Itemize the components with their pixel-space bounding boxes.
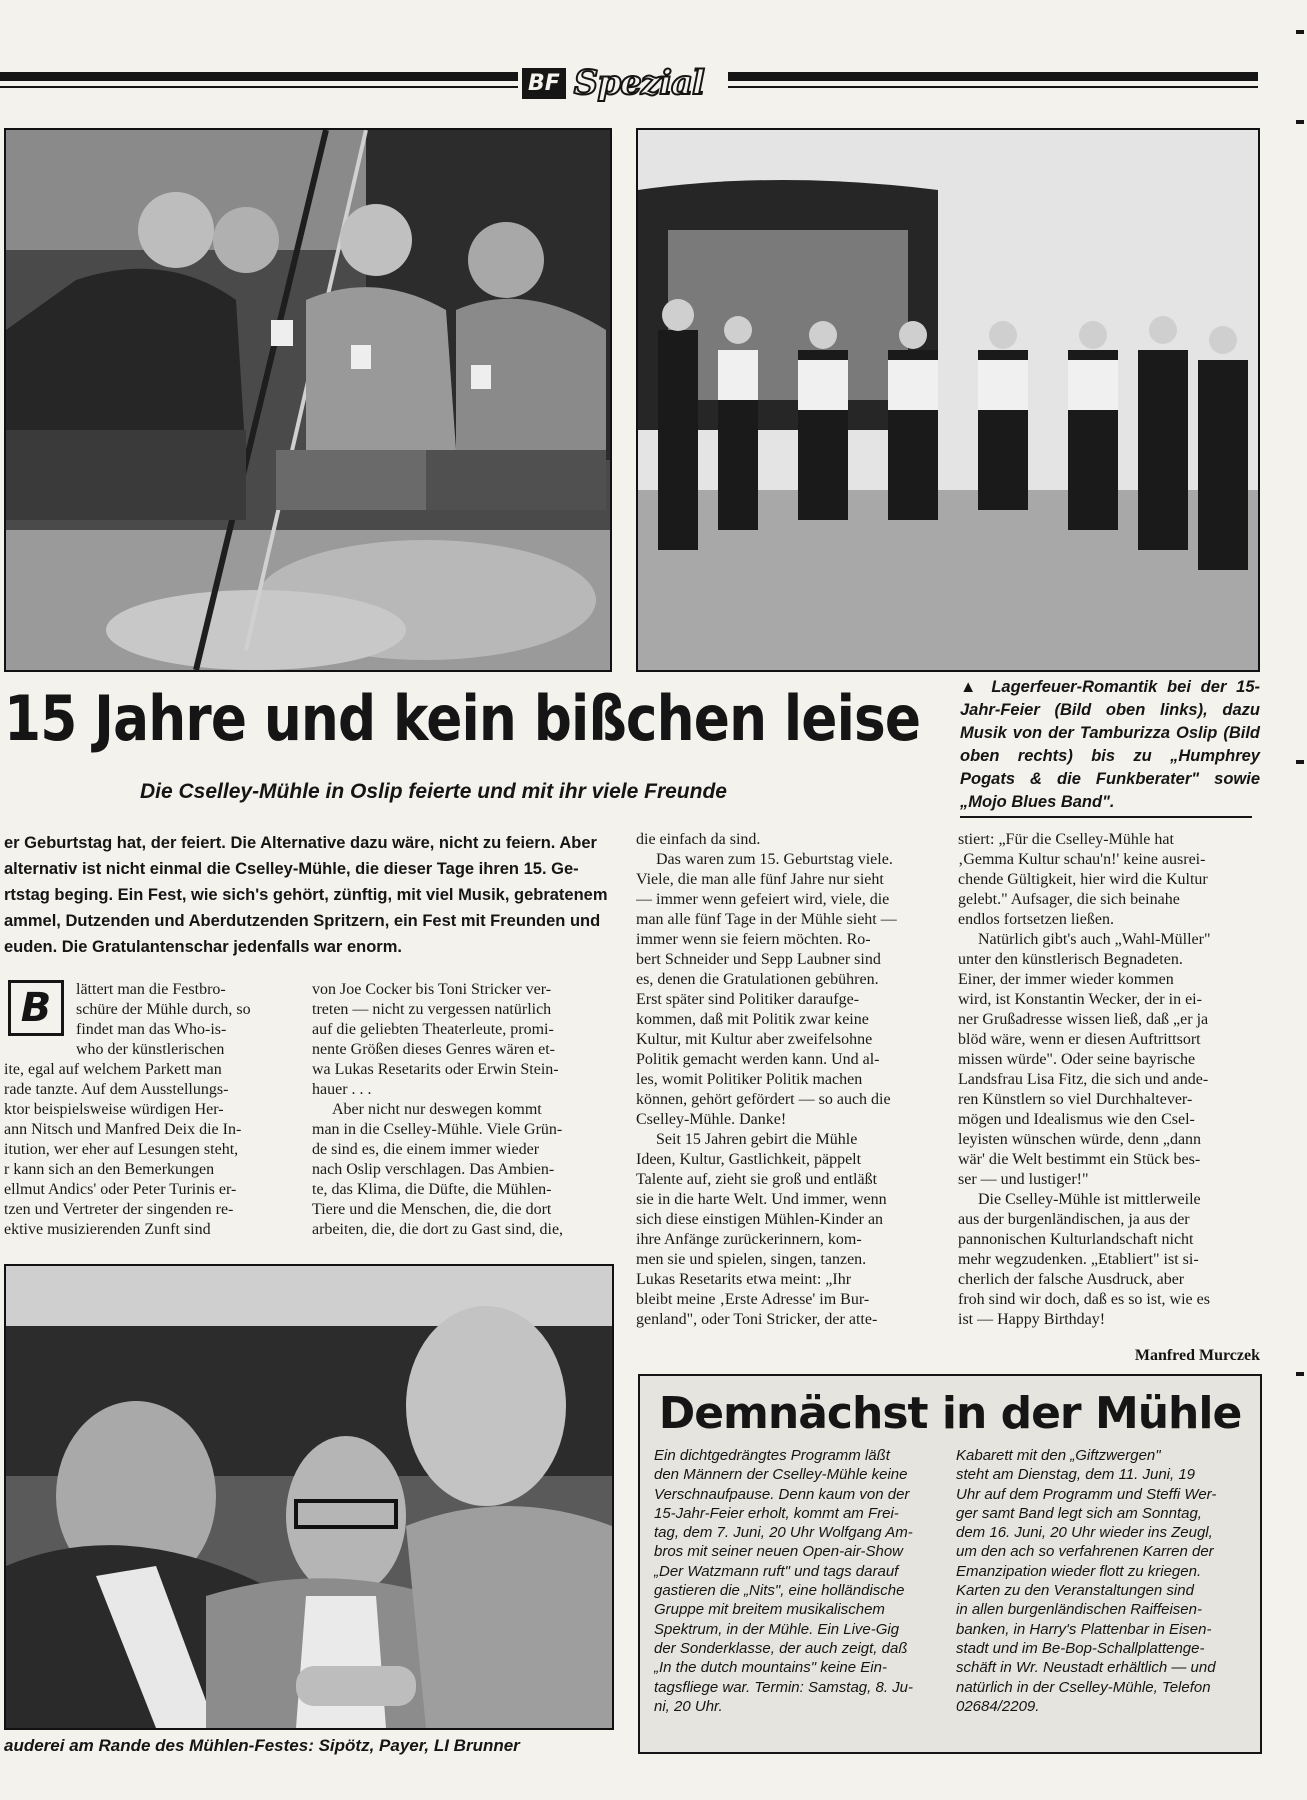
headline: 15 Jahre und kein bißchen leise — [4, 682, 921, 755]
box-line: Uhr auf dem Programm und Steffi Wer- — [956, 1485, 1217, 1503]
col2-line: wa Lukas Resetarits oder Erwin Stein- — [312, 1061, 559, 1078]
col4-line: wär' die Welt bestimmt ein Stück bes- — [958, 1151, 1201, 1168]
article-column-3 — [636, 830, 936, 1330]
box-line: tag, dem 7. Juni, 20 Uhr Wolfgang Am- — [654, 1524, 913, 1542]
edge-mark — [1296, 120, 1304, 124]
photo-caption-top: ▲ Lagerfeuer-Romantik bei der 15-Jahr-Feier (Bild oben links), dazu Musik von der Tamburizza Oslip (Bild oben rechts) bis zu „Humphrey Pogats & die Funkberater" sowie „Mojo Blues Band". — [960, 678, 1260, 811]
box-line: tagsfliege war. Termin: Samstag, 8. Ju- — [654, 1678, 913, 1696]
col4-line: leyisten wünschen würde, denn „dann — [958, 1131, 1202, 1148]
col4-line: cherlich der falsche Ausdruck, aber — [958, 1271, 1185, 1288]
col4-line: Einer, der immer wieder kommen — [958, 971, 1174, 988]
box-line: Ein dichtgedrängtes Programm läßt — [654, 1447, 890, 1464]
col1-line: ann Nitsch und Manfred Deix die In- — [4, 1121, 242, 1138]
col4-line: chende Gültigkeit, hier wird die Kultur — [958, 871, 1208, 888]
col3-line: kommen, daß mit Politik zwar keine — [636, 1011, 869, 1028]
box-line: 02684/2209. — [956, 1697, 1040, 1715]
col3-line: Cselley-Mühle. Danke! — [636, 1111, 787, 1128]
box-column-right — [956, 1446, 1244, 1716]
box-line: 15-Jahr-Feier erholt, kommt am Frei- — [654, 1504, 899, 1522]
col2-line: hauer . . . — [312, 1081, 372, 1098]
col1-line: ektive musizierenden Zunft sind — [4, 1221, 211, 1238]
col3-line: sich diese einstigen Mühlen-Kinder an — [636, 1211, 884, 1228]
col1-line: itution, wer eher auf Lesungen steht, — [4, 1141, 239, 1158]
col4-line: missen würde". Oder seine bayrische — [958, 1051, 1196, 1068]
col3-line: die einfach da sind. — [636, 831, 761, 848]
col2-line: de sind es, die einem immer wieder — [312, 1141, 540, 1158]
col3-line: Das waren zum 15. Geburtstag viele. — [656, 851, 893, 868]
lead-line: er Geburtstag hat, der feiert. Die Alternative dazu wäre, nicht zu feiern. Aber — [4, 834, 597, 852]
header-rule-left — [0, 72, 518, 81]
col3-line: sie in die harte Welt. Und immer, wenn — [636, 1191, 887, 1208]
author-byline: Manfred Murczek — [1134, 1347, 1260, 1364]
box-title: Demnächst in der Mühle — [658, 1388, 1242, 1439]
bf-logo: BF — [522, 68, 566, 99]
box-line: natürlich in der Cselley-Mühle, Telefon — [956, 1678, 1211, 1696]
campfire-photo — [4, 128, 612, 672]
col4-line: stiert: „Für die Cselley-Mühle hat — [958, 831, 1174, 848]
box-line: „In the dutch mountains" keine Ein- — [654, 1659, 887, 1677]
col4-line: ‚Gemma Kultur schau'n!' keine ausrei- — [958, 851, 1206, 868]
box-line: schäft in Wr. Neustadt erhältlich — und — [956, 1659, 1216, 1677]
box-line: in allen burgenländischen Raiffeisen- — [956, 1601, 1202, 1619]
box-line: Verschnaufpause. Denn kaum von der — [654, 1485, 910, 1503]
col2-line: nente Größen dieses Genres wären et- — [312, 1041, 556, 1058]
col4-line: pannonischen Kulturlandschaft nicht — [958, 1231, 1194, 1248]
lead-line: ammel, Dutzenden und Aberdutzenden Spritzern, ein Fest mit Freunden und — [4, 912, 601, 930]
col1-line: lättert man die Festbro- — [76, 981, 226, 998]
conversation-photo — [4, 1264, 614, 1730]
caption-underline — [960, 816, 1252, 818]
lead-line: rtstag beging. Ein Fest, wie sich's gehört, zünftig, mit viel Musik, gebratenem — [4, 886, 608, 904]
col3-line: Politik gemacht werden kann. Und al- — [636, 1051, 880, 1068]
col3-line: Viele, die man alle fünf Jahre nur sieht — [636, 871, 884, 888]
section-logo — [522, 62, 722, 104]
box-line: Kabarett mit den „Giftzwergen" — [956, 1447, 1161, 1464]
edge-mark — [1296, 760, 1304, 764]
article-column-2 — [312, 980, 612, 1240]
col1-line: ktor beispielsweise würdigen Her- — [4, 1101, 224, 1118]
box-line: der Sonderklasse, der auch zeigt, daß — [654, 1639, 908, 1657]
col2-line: te, das Klima, die Düfte, die Mühlen- — [312, 1181, 552, 1198]
col3-line: Kultur, mit Kultur aber zweifelsohne — [636, 1031, 873, 1048]
box-line: dem 16. Juni, 20 Uhr wieder ins Zeugl, — [956, 1524, 1213, 1542]
box-line: stadt und im Be-Bop-Schallplattenge- — [956, 1639, 1205, 1657]
tamburizza-photo — [636, 128, 1260, 672]
col1-line: schüre der Mühle durch, so — [76, 1001, 251, 1018]
box-line: Emanzipation wieder flott zu kriegen. — [956, 1562, 1202, 1580]
col1-line: ite, egal auf welchem Parkett man — [4, 1061, 222, 1078]
col1-line: ellmut Andics' oder Peter Turinis er- — [4, 1181, 237, 1198]
box-line: bros mit seiner neuen Open-air-Show — [654, 1543, 904, 1561]
upcoming-events-box — [638, 1374, 1262, 1754]
box-line: steht am Dienstag, dem 11. Juni, 19 — [956, 1466, 1196, 1484]
col4-line: mehr wegzudenken. „Etabliert" ist si- — [958, 1251, 1199, 1268]
col1-line: who der künstlerischen — [76, 1041, 225, 1058]
col3-line: man alle fünf Tage in der Mühle sieht — — [636, 911, 897, 928]
box-line: ni, 20 Uhr. — [654, 1697, 723, 1715]
box-line: „Der Watzmann ruft" und tags darauf — [654, 1562, 899, 1580]
lead-paragraph — [4, 830, 616, 960]
box-line: Spektrum, in der Mühle. Ein Live-Gig — [654, 1620, 900, 1638]
col3-line: Talente auf, zieht sie groß und entläßt — [636, 1171, 878, 1188]
col1-line: tzen und Vertreter der singenden re- — [4, 1201, 234, 1218]
col4-line: ser — und lustiger!" — [958, 1171, 1089, 1188]
box-line: banken, in Harry's Plattenbar in Eisen- — [956, 1620, 1212, 1638]
col4-line: ner Grußadresse wissen ließ, daß „er ja — [958, 1011, 1209, 1028]
col3-line: Lukas Resetarits etwa meint: „Ihr — [636, 1271, 852, 1288]
col2-line: man in die Cselley-Mühle. Viele Grün- — [312, 1121, 563, 1138]
photo-caption-bottom: auderei am Rande des Mühlen-Festes: Sipötz, Payer, LI Brunner — [4, 1736, 520, 1755]
col3-line: Erst später sind Politiker daraufge- — [636, 991, 860, 1008]
header-rule-right — [728, 72, 1258, 81]
col1-line: rade tanzte. Auf dem Ausstellungs- — [4, 1081, 229, 1098]
col3-line: Ideen, Kultur, Gastlichkeit, päppelt — [636, 1151, 862, 1168]
col3-line: ihre Anfänge zurückerinnern, kom- — [636, 1231, 862, 1248]
section-title: Spezial — [573, 63, 704, 103]
col3-line: Seit 15 Jahren gebirt die Mühle — [656, 1131, 858, 1148]
box-line: ger samt Band legt sich am Sonntag, — [956, 1504, 1202, 1522]
col4-line: mögen und Idealismus wie den Csel- — [958, 1111, 1195, 1128]
subheadline: Die Cselley-Mühle in Oslip feierte und mit ihr viele Freunde — [140, 780, 727, 803]
col4-line: ist — Happy Birthday! — [958, 1311, 1106, 1328]
col1-line: r kann sich an den Bemerkungen — [4, 1161, 215, 1178]
article-column-4 — [958, 830, 1258, 1330]
col3-line: können, gehört gefördert — so auch die — [636, 1091, 891, 1108]
col4-line: Die Cselley-Mühle ist mittlerweile — [978, 1191, 1201, 1208]
col3-line: bert Schneider und Sepp Laubner sind — [636, 951, 881, 968]
col4-line: gelebt." Aufsager, die sich beinahe — [958, 891, 1180, 908]
col2-line: treten — nicht zu vergessen natürlich — [312, 1001, 552, 1018]
col3-line: immer wenn sie feiern möchten. Ro- — [636, 931, 871, 948]
col4-line: unter den künstlerisch Begnadeten. — [958, 951, 1183, 968]
article-column-1 — [4, 980, 290, 1240]
col4-line: aus der burgenländischen, ja aus der — [958, 1211, 1190, 1228]
box-line: den Männern der Cselley-Mühle keine — [654, 1466, 908, 1484]
col3-line: es, denen die Gratulationen gebühren. — [636, 971, 879, 988]
col4-line: Natürlich gibt's auch „Wahl-Müller" — [978, 931, 1211, 948]
col3-line: genland", oder Toni Stricker, der atte- — [636, 1311, 878, 1328]
col2-line: Tiere und die Menschen, die, die dort — [312, 1201, 552, 1218]
box-column-left — [654, 1446, 942, 1716]
col2-line: auf die geliebten Theaterleute, promi- — [312, 1021, 554, 1038]
col1-line: findet man das Who-is- — [76, 1021, 227, 1038]
edge-mark — [1296, 1372, 1304, 1376]
col2-line: nach Oslip verschlagen. Das Ambien- — [312, 1161, 555, 1178]
col3-line: les, womit Politiker Politik machen — [636, 1071, 863, 1088]
header-rule-left-thin — [0, 86, 518, 88]
col4-line: wird, ist Konstantin Wecker, der in ei- — [958, 991, 1202, 1008]
lead-line: alternativ ist nicht einmal die Cselley-Mühle, die dieser Tage ihren 15. Ge- — [4, 860, 579, 878]
box-line: Karten zu den Veranstaltungen sind — [956, 1582, 1194, 1600]
col4-line: blöd wäre, wenn er diesen Auftrittsort — [958, 1031, 1201, 1048]
edge-mark — [1296, 30, 1304, 34]
col4-line: endlos fortsetzen ließen. — [958, 911, 1114, 928]
col3-line: — immer wenn gefeiert wird, viele, die — [636, 891, 890, 908]
drop-cap: B — [8, 980, 64, 1036]
col3-line: bleibt meine ‚Erste Adresse' im Bur- — [636, 1291, 870, 1308]
lead-line: euden. Die Gratulantenschar jedenfalls war enorm. — [4, 938, 402, 956]
box-line: gastieren die „Nits", eine holländische — [654, 1582, 905, 1600]
header-rule-right-thin — [728, 86, 1258, 88]
col2-line: Aber nicht nur deswegen kommt — [332, 1101, 542, 1118]
col2-line: von Joe Cocker bis Toni Stricker ver- — [312, 981, 552, 998]
box-line: Gruppe mit breitem musikalischem — [654, 1601, 885, 1619]
col3-line: men sie und spielen, singen, tanzen. — [636, 1251, 867, 1268]
col4-line: froh sind wir doch, daß es so ist, wie es — [958, 1291, 1210, 1308]
col2-line: arbeiten, die, die dort zu Gast sind, die, — [312, 1221, 564, 1238]
box-line: um den ach so verfahrenen Karren der — [956, 1543, 1214, 1561]
col4-line: Landsfrau Lisa Fitz, die sich und ande- — [958, 1071, 1209, 1088]
col4-line: ren Künstlern so viel Durchhaltever- — [958, 1091, 1193, 1108]
